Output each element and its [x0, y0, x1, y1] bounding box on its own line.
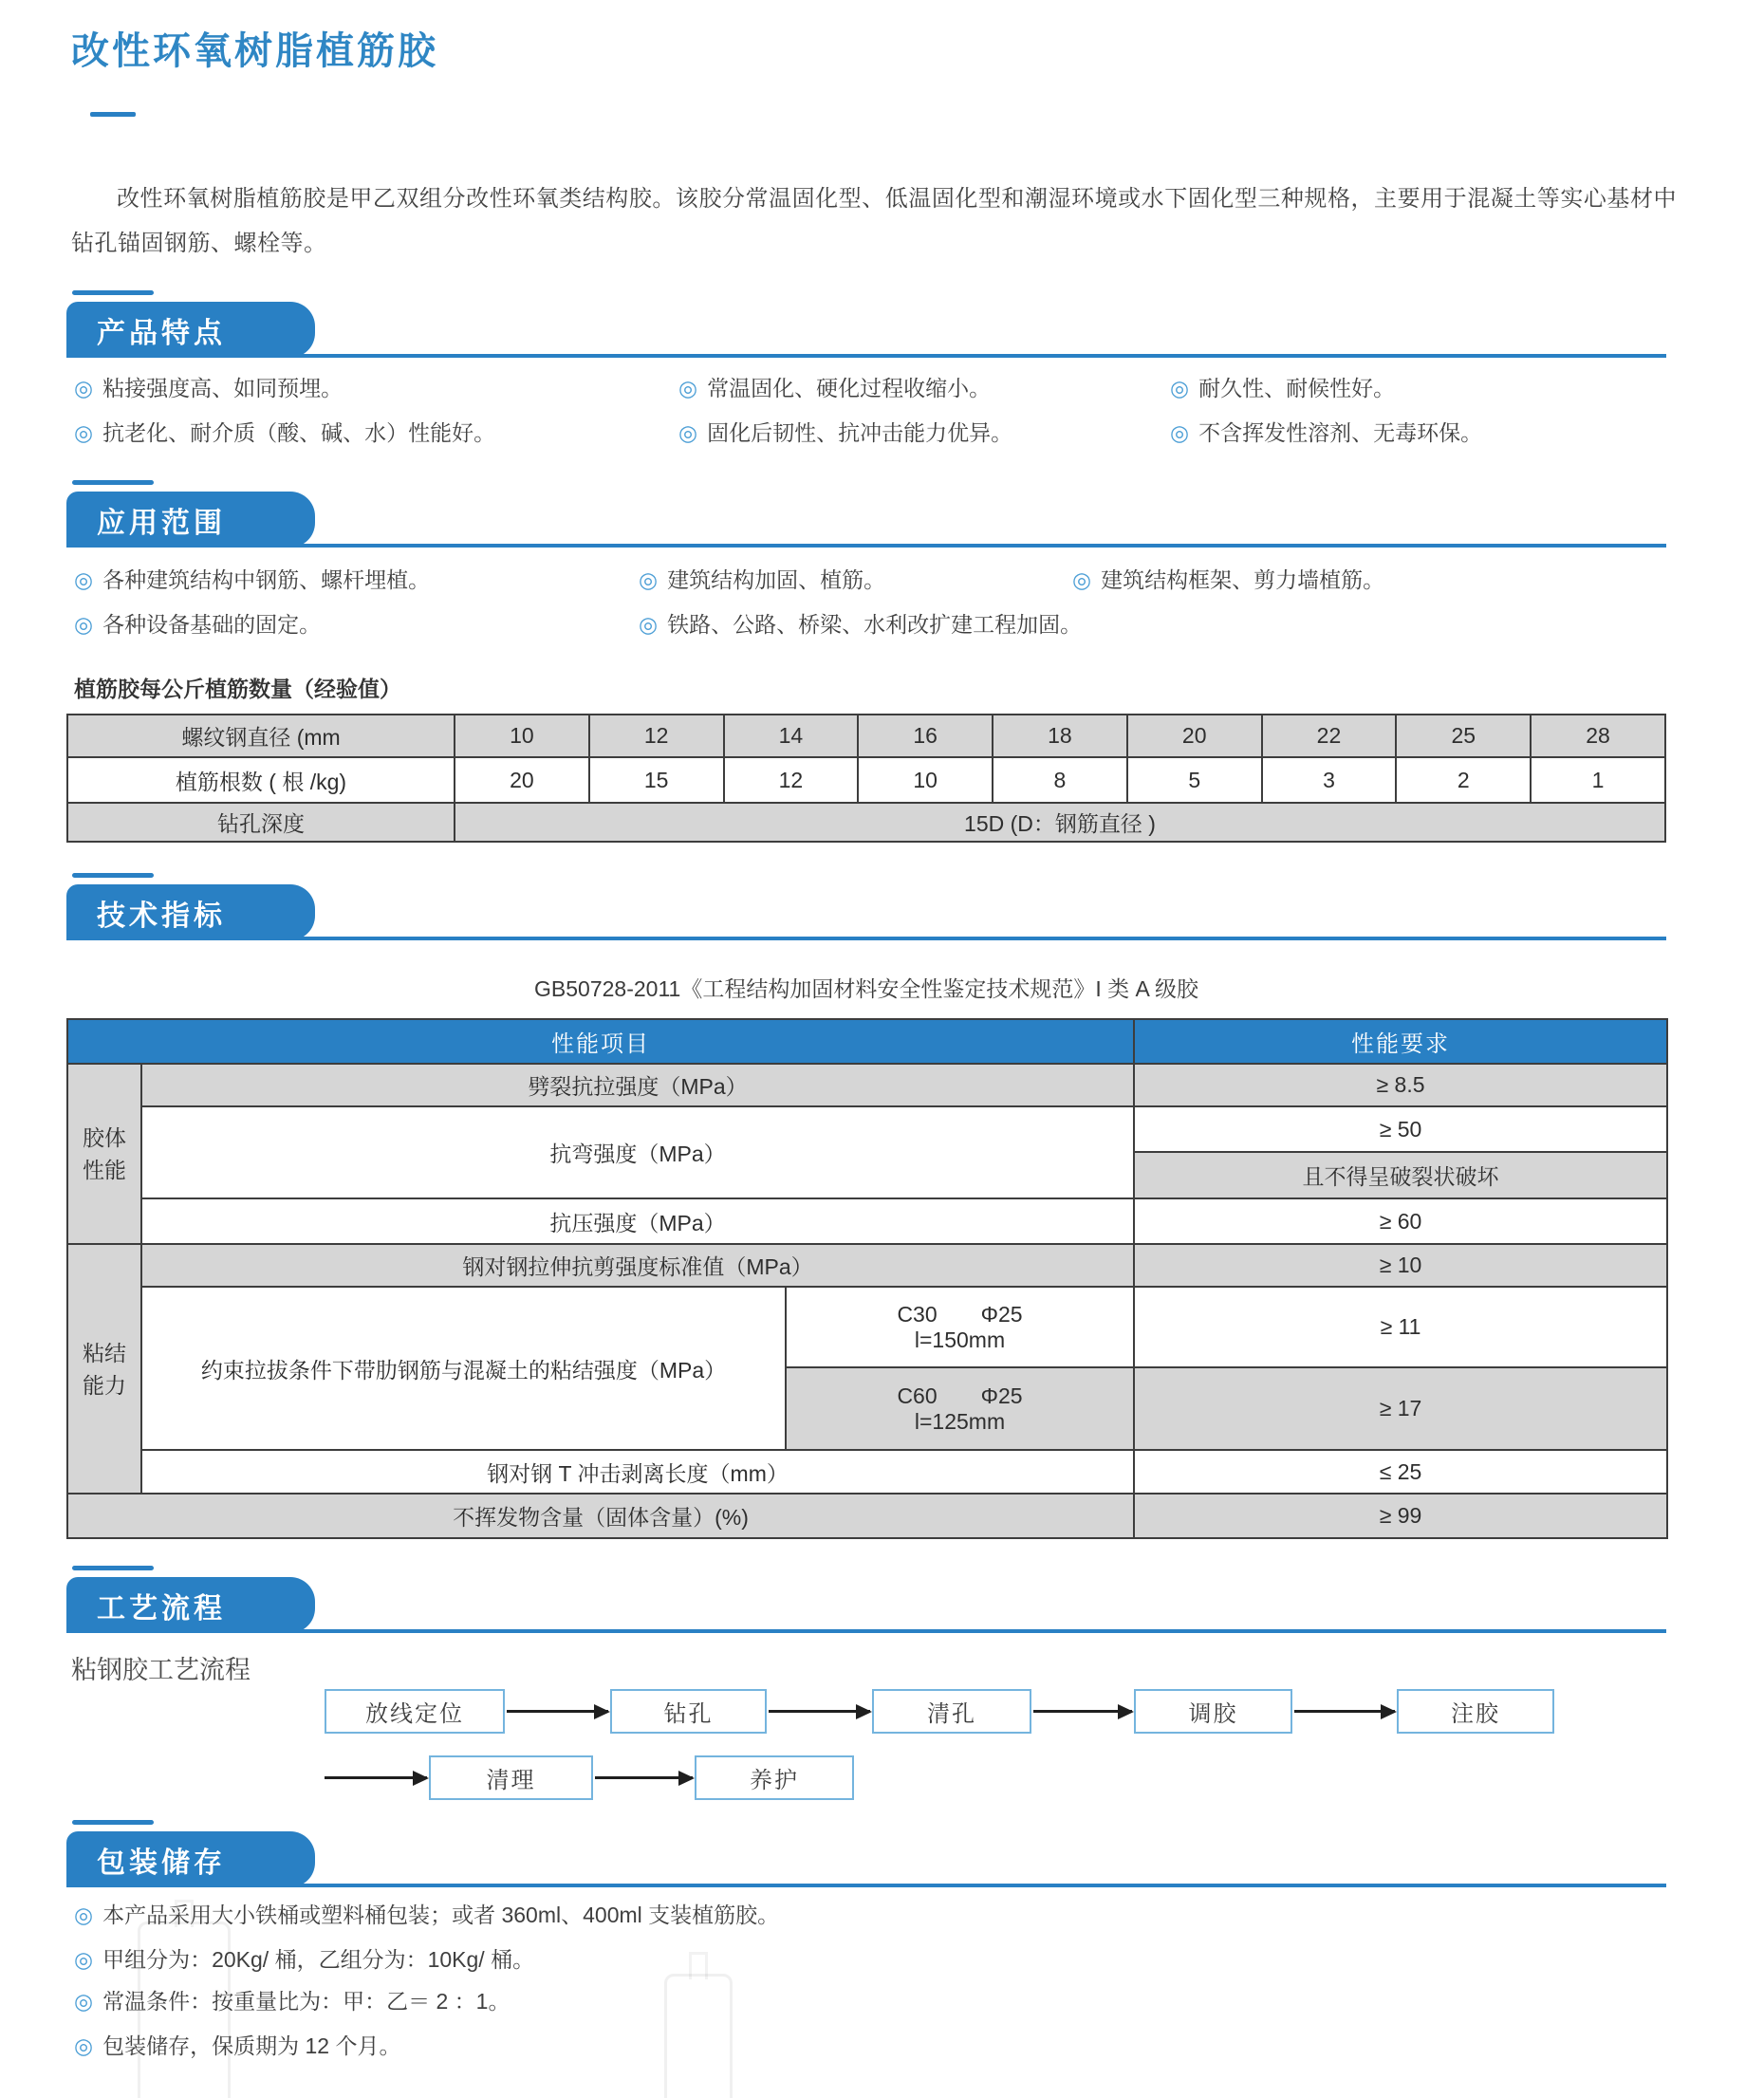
section-tech [66, 873, 1666, 949]
group-label-cell: 粘结能力 [67, 1244, 141, 1494]
section-heading-packaging: 包装储存 [66, 1831, 315, 1887]
row-header-cell: 钻孔深度 [67, 803, 455, 842]
ring-bullet-icon: ◎ [1170, 376, 1190, 400]
ring-bullet-icon: ◎ [74, 2033, 94, 2058]
banner-accent-bar [72, 1820, 154, 1825]
section-applications [66, 480, 1666, 660]
section-features [66, 290, 1666, 471]
packaging-item: ◎ 甲组分为：20Kg/ 桶，乙组分为：10Kg/ 桶。 [74, 1947, 535, 1972]
ring-bullet-icon: ◎ [678, 376, 698, 400]
packaging-item: ◎ 本产品采用大小铁桶或塑料桶包装；或者 360ml、400ml 支装植筋胶。 [74, 1903, 780, 1927]
table-row [67, 1287, 1667, 1367]
value-cell: ≥ 11 [1134, 1287, 1667, 1367]
feature-item: ◎ 不含挥发性溶剂、无毒环保。 [1170, 420, 1483, 445]
banner-accent-bar [72, 873, 154, 878]
ring-bullet-icon: ◎ [74, 1947, 94, 1972]
value-cell: ≥ 8.5 [1134, 1064, 1667, 1106]
table-header-row [67, 1019, 1667, 1064]
flow-step: 清理 [429, 1755, 593, 1800]
condition-cell: C60 Φ25 l=125mm [786, 1367, 1134, 1450]
label-cell: 约束拉拔条件下带肋钢筋与混凝土的粘结强度（MPa） [141, 1287, 786, 1450]
group-label-cell: 胶体性能 [67, 1064, 141, 1244]
section-heading-tech: 技术指标 [66, 884, 315, 940]
table-row [67, 1244, 1667, 1287]
value-cell: 10 [455, 715, 589, 757]
value-cell: ≥ 10 [1134, 1244, 1667, 1287]
section-packaging [66, 1820, 1666, 2095]
label-cell: 劈裂抗拉强度（MPa） [141, 1064, 1134, 1106]
ring-bullet-icon: ◎ [74, 420, 94, 445]
ring-bullet-icon: ◎ [74, 376, 94, 400]
value-cell: 22 [1262, 715, 1397, 757]
banner-underline [66, 937, 1666, 940]
value-cell: 且不得呈破裂状破坏 [1134, 1152, 1667, 1198]
value-cell: ≥ 99 [1134, 1494, 1667, 1538]
banner-accent-bar [72, 1566, 154, 1570]
value-cell: 25 [1396, 715, 1531, 757]
section-heading-features: 产品特点 [66, 302, 315, 358]
value-cell: 20 [1127, 715, 1262, 757]
value-cell: 3 [1262, 757, 1397, 803]
tech-table [66, 1018, 1668, 1539]
banner-underline [66, 1629, 1666, 1633]
intro-paragraph: 改性环氧树脂植筋胶是甲乙双组分改性环氧类结构胶。该胶分常温固化型、低温固化型和潮湿环境或水下固化型三种规格，主要用于混凝土等实心基材中钻孔锚固钢筋、螺栓等。 [71, 186, 1677, 256]
flow-step: 养护 [695, 1755, 854, 1800]
label-cell: 不挥发物含量（固体含量）(%) [67, 1494, 1134, 1538]
flow-step: 注胶 [1397, 1689, 1554, 1734]
value-cell: 14 [724, 715, 859, 757]
flow-arrow-icon [507, 1710, 608, 1713]
ring-bullet-icon: ◎ [639, 612, 659, 637]
banner-underline [66, 1884, 1666, 1887]
condition-cell: C30 Φ25 l=150mm [786, 1287, 1134, 1367]
table-row [67, 715, 1665, 757]
section-heading-applications: 应用范围 [66, 492, 315, 548]
feature-item: ◎ 粘接强度高、如同预埋。 [74, 376, 344, 400]
ring-bullet-icon: ◎ [678, 420, 698, 445]
value-cell: ≥ 17 [1134, 1367, 1667, 1450]
flow-arrow-icon [769, 1710, 870, 1713]
flow-arrow-icon [1294, 1710, 1395, 1713]
section-heading-process: 工艺流程 [66, 1577, 315, 1633]
value-cell: 1 [1531, 757, 1665, 803]
ring-bullet-icon: ◎ [1170, 420, 1190, 445]
ring-bullet-icon: ◎ [74, 612, 94, 637]
column-header: 性能项目 [67, 1019, 1134, 1064]
value-cell: 15D (D：钢筋直径 ) [455, 803, 1665, 842]
flow-arrow-icon [1033, 1710, 1132, 1713]
label-cell: 抗压强度（MPa） [141, 1198, 1134, 1244]
standard-reference: GB50728-2011《工程结构加固材料安全性鉴定技术规范》I 类 A 级胶 [534, 976, 1198, 1001]
title-underline [90, 112, 136, 117]
value-cell: 2 [1396, 757, 1531, 803]
table-row [67, 1198, 1667, 1244]
flow-step: 调胶 [1134, 1689, 1292, 1734]
dosage-table [66, 714, 1666, 843]
row-header-cell: 植筋根数 ( 根 /kg) [67, 757, 455, 803]
packaging-item: ◎ 包装储存，保质期为 12 个月。 [74, 2033, 401, 2058]
value-cell: 15 [589, 757, 724, 803]
table-row [67, 1450, 1667, 1494]
ring-bullet-icon: ◎ [74, 1989, 94, 2014]
value-cell: ≤ 25 [1134, 1450, 1667, 1494]
value-cell: 28 [1531, 715, 1665, 757]
section-process [66, 1566, 1666, 1812]
table-row [67, 803, 1665, 842]
flow-step: 钻孔 [610, 1689, 767, 1734]
flow-arrow-icon [325, 1776, 427, 1779]
feature-item: ◎ 常温固化、硬化过程收缩小。 [678, 376, 992, 400]
table-row [67, 757, 1665, 803]
feature-item: ◎ 抗老化、耐介质（酸、碱、水）性能好。 [74, 420, 496, 445]
ring-bullet-icon: ◎ [74, 1903, 94, 1927]
feature-item: ◎ 耐久性、耐候性好。 [1170, 376, 1396, 400]
packaging-item: ◎ 常温条件：按重量比为：甲：乙＝ 2 ：1。 [74, 1989, 511, 2014]
label-cell: 抗弯强度（MPa） [141, 1106, 1134, 1198]
banner-accent-bar [72, 480, 154, 485]
label-cell: 钢对钢 T 冲击剥离长度（mm） [141, 1450, 1134, 1494]
row-header-cell: 螺纹钢直径 (mm [67, 715, 455, 757]
table-row [67, 1064, 1667, 1106]
table-row [67, 1494, 1667, 1538]
value-cell: 8 [993, 757, 1127, 803]
value-cell: 20 [455, 757, 589, 803]
column-header: 性能要求 [1134, 1019, 1667, 1064]
flow-step: 清孔 [872, 1689, 1031, 1734]
application-item: ◎ 各种设备基础的固定。 [74, 612, 322, 637]
value-cell: 10 [858, 757, 993, 803]
value-cell: 12 [589, 715, 724, 757]
page-title: 改性环氧树脂植筋胶 [71, 30, 438, 72]
application-item: ◎ 铁路、公路、桥梁、水利改扩建工程加固。 [639, 612, 1083, 637]
ring-bullet-icon: ◎ [1072, 567, 1092, 592]
value-cell: ≥ 60 [1134, 1198, 1667, 1244]
dosage-table-title: 植筋胶每公斤植筋数量（经验值） [74, 677, 401, 701]
value-cell: 5 [1127, 757, 1262, 803]
banner-accent-bar [72, 290, 154, 295]
ring-bullet-icon: ◎ [639, 567, 659, 592]
banner-underline [66, 354, 1666, 358]
flow-subtitle: 粘钢胶工艺流程 [71, 1656, 251, 1684]
label-cell: 钢对钢拉伸抗剪强度标准值（MPa） [141, 1244, 1134, 1287]
value-cell: 18 [993, 715, 1127, 757]
ring-bullet-icon: ◎ [74, 567, 94, 592]
table-row [67, 1106, 1667, 1152]
feature-item: ◎ 固化后韧性、抗冲击能力优异。 [678, 420, 1013, 445]
flow-arrow-icon [595, 1776, 693, 1779]
application-item: ◎ 各种建筑结构中钢筋、螺杆埋植。 [74, 567, 431, 592]
application-item: ◎ 建筑结构框架、剪力墙植筋。 [1072, 567, 1385, 592]
application-item: ◎ 建筑结构加固、植筋。 [639, 567, 886, 592]
value-cell: 16 [858, 715, 993, 757]
flow-step: 放线定位 [325, 1689, 505, 1734]
value-cell: 12 [724, 757, 859, 803]
banner-underline [66, 544, 1666, 548]
value-cell: ≥ 50 [1134, 1106, 1667, 1152]
